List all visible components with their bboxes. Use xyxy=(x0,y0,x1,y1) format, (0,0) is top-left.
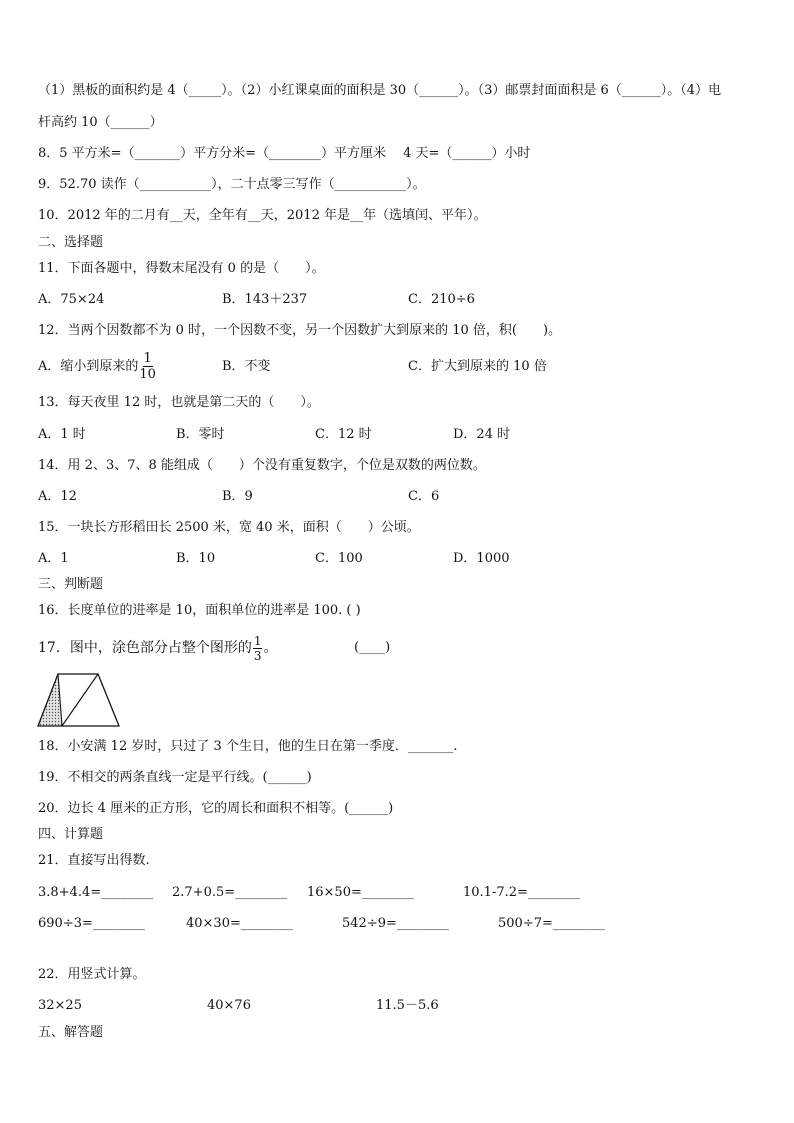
q17-suffix: 。 xyxy=(263,640,278,656)
q14-option-b: B．9 xyxy=(222,489,253,504)
q22-item: 11.5－5.6 xyxy=(376,998,439,1013)
q21-item: 500÷7=________ xyxy=(498,916,605,931)
q21-item: 10.1-7.2=________ xyxy=(463,885,580,900)
q9-text: 9．52.70 读作（___________），二十点零三写作（___________）。 xyxy=(38,177,426,192)
q13-option-a: A．1 时 xyxy=(38,427,86,442)
section-choice: 二、选择题 xyxy=(38,235,104,250)
q7-line1: （1）黑板的面积约是 4（_____）。（2）小红课桌面的面积是 30（______）。（3）邮票封面面积是 6（______）。（4）电 xyxy=(38,83,722,98)
q21-item: 542÷9=________ xyxy=(342,916,449,931)
q15-option-a: A．1 xyxy=(38,551,69,566)
q16-text: 16．长度单位的进率是 10，面积单位的进率是 100. ( ) xyxy=(38,603,361,618)
q21-stem: 21．直接写出得数. xyxy=(38,853,150,868)
q22-item: 32×25 xyxy=(38,998,82,1013)
q12-option-c: C．扩大到原来的 10 倍 xyxy=(408,359,547,374)
q21-item: 40×30=________ xyxy=(186,916,293,931)
q15-option-c: C．100 xyxy=(315,551,363,566)
q21-item: 16×50=________ xyxy=(307,885,414,900)
fraction-one-third xyxy=(253,635,263,662)
q13-stem: 13．每天夜里 12 时，也就是第二天的（ ）。 xyxy=(38,395,320,410)
q13-option-c: C．12 时 xyxy=(315,427,372,442)
q13-option-d: D．24 时 xyxy=(453,427,511,442)
q17-prefix: 17．图中，涂色部分占整个图形的 xyxy=(38,640,252,656)
fraction-one-tenth xyxy=(139,352,156,381)
fraction-numerator: 1 xyxy=(143,351,152,366)
q21-item: 690÷3=________ xyxy=(38,916,145,931)
q17-stem xyxy=(38,630,277,666)
q20-text: 20．边长 4 厘米的正方形，它的周长和面积不相等。(______) xyxy=(38,801,394,816)
section-judgement: 三、判断题 xyxy=(38,577,104,592)
q15-option-d: D．1000 xyxy=(453,551,510,566)
q14-option-c: C．6 xyxy=(408,489,440,504)
fraction-denominator: 3 xyxy=(253,648,262,663)
q8-text: 8．5 平方米=（_______）平方分米=（________）平方厘米 4 天=（______）小时 xyxy=(38,146,531,161)
fraction-numerator: 1 xyxy=(253,633,262,648)
shaded-parallelogram-figure xyxy=(36,672,122,728)
q12-option-a xyxy=(38,349,157,385)
q22-stem: 22．用竖式计算。 xyxy=(38,967,146,982)
q7-line2: 杆高约 10（______） xyxy=(38,115,163,130)
q11-stem: 11．下面各题中，得数末尾没有 0 的是（ ）。 xyxy=(38,261,325,276)
q11-option-b: B．143＋237 xyxy=(222,292,308,307)
q15-option-b: B．10 xyxy=(176,551,216,566)
q12-option-a-text: A．缩小到原来的 xyxy=(38,359,139,374)
q11-option-c: C．210÷6 xyxy=(408,292,475,307)
q19-text: 19．不相交的两条直线一定是平行线。(______) xyxy=(38,770,312,785)
q12-stem: 12．当两个因数都不为 0 时，一个因数不变，另一个因数扩大到原来的 10 倍，积( )。 xyxy=(38,323,562,338)
q22-item: 40×76 xyxy=(207,998,251,1013)
q15-stem: 15．一块长方形稻田长 2500 米，宽 40 米，面积（ ）公顷。 xyxy=(38,520,420,535)
q13-option-b: B．零时 xyxy=(176,427,225,442)
section-answer: 五、解答题 xyxy=(38,1025,104,1040)
q14-stem: 14．用 2、3、7、8 能组成（ ）个没有重复数字，个位是双数的两位数。 xyxy=(38,458,486,473)
fraction-denominator: 10 xyxy=(139,367,156,382)
q10-text: 10．2012 年的二月有__天，全年有__天，2012 年是__年（选填闰、平年）。 xyxy=(38,208,487,223)
q11-option-a: A．75×24 xyxy=(38,292,105,307)
section-calculation: 四、计算题 xyxy=(38,827,104,842)
q14-option-a: A．12 xyxy=(38,489,77,504)
q17-answer-blank: (____) xyxy=(354,640,391,655)
q18-text: 18．小安满 12 岁时，只过了 3 个生日，他的生日在第一季度．_______. xyxy=(38,739,458,754)
divider-line-2 xyxy=(62,674,98,726)
q21-item: 3.8+4.4=________ xyxy=(38,885,154,900)
q21-item: 2.7+0.5=________ xyxy=(172,885,288,900)
q12-option-b: B．不变 xyxy=(222,359,271,374)
